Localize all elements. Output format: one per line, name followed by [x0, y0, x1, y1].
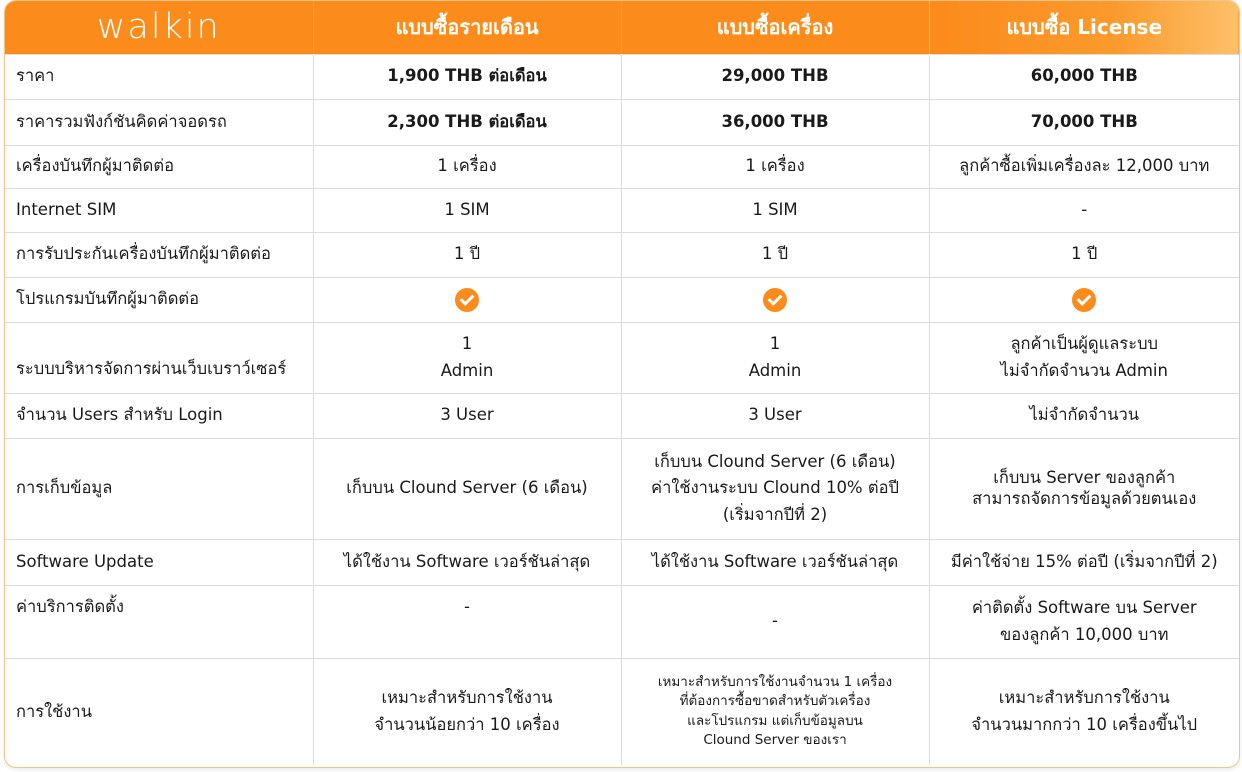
cell-value: [621, 658, 929, 765]
cell-value: 1 ปี: [313, 232, 621, 277]
cell-value: [313, 322, 621, 393]
row-install: [5, 585, 1239, 658]
cell-value: 1 ปี: [621, 232, 929, 277]
row-label: การรับประกันเครื่องบันทึกผู้มาติดต่อ: [5, 232, 313, 277]
row-label: การใช้งาน: [5, 658, 313, 765]
cell-value: -: [313, 585, 621, 658]
cell-line: สามารถจัดการข้อมูลด้วยตนเอง: [972, 488, 1197, 508]
row-label: Internet SIM: [5, 188, 313, 232]
walkin-logo: walkin: [96, 7, 221, 48]
cell-line: Clound Server ของเรา: [703, 732, 847, 749]
cell-value: 1 เครื่อง: [313, 145, 621, 188]
cell-line: ไม่จำกัดจำนวน Admin: [1000, 360, 1168, 380]
cell-value: 1 SIM: [621, 188, 929, 232]
cell-line: (เริ่มจากปีที่ 2): [722, 504, 828, 524]
cell-line: ลูกค้าเป็นผู้ดูแลระบบ: [1010, 334, 1159, 354]
cell-value: 3 User: [621, 393, 929, 438]
cell-value: 36,000 THB: [621, 99, 929, 145]
plan-header-license: แบบซื้อ License: [929, 1, 1239, 54]
cell-check: [313, 277, 621, 322]
cell-line: ค่าติดตั้ง Software บน Server: [971, 598, 1197, 618]
row-storage: [5, 438, 1239, 539]
cell-value: -: [929, 188, 1239, 232]
header-row: [5, 1, 1239, 54]
cell-line: Admin: [748, 360, 802, 380]
cell-value: 2,300 THB ต่อเดือน: [313, 99, 621, 145]
row-label: จำนวน Users สำหรับ Login: [5, 393, 313, 438]
cell-line: Admin: [440, 360, 494, 380]
cell-line: เก็บบน Clound Server (6 เดือน): [654, 451, 896, 471]
cell-value: -: [621, 585, 929, 658]
cell-line: ของลูกค้า 10,000 บาท: [1000, 624, 1169, 644]
row-update: [5, 539, 1239, 585]
row-program: [5, 277, 1239, 322]
row-warranty: [5, 232, 1239, 277]
cell-value: 70,000 THB: [929, 99, 1239, 145]
cell-line: เหมาะสำหรับการใช้งาน: [998, 688, 1170, 708]
row-label: ราคา: [5, 54, 313, 99]
cell-value: 1 ปี: [929, 232, 1239, 277]
cell-value: ลูกค้าซื้อเพิ่มเครื่องละ 12,000 บาท: [929, 145, 1239, 188]
check-circle-icon: [763, 288, 787, 312]
row-label: โปรแกรมบันทึกผู้มาติดต่อ: [5, 277, 313, 322]
cell-value: ได้ใช้งาน Software เวอร์ชันล่าสุด: [621, 539, 929, 585]
row-label: การเก็บข้อมูล: [5, 438, 313, 539]
plan-header-device: แบบซื้อเครื่อง: [621, 1, 929, 54]
cell-value: [929, 658, 1239, 765]
cell-value: 29,000 THB: [621, 54, 929, 99]
cell-line: 1: [769, 334, 781, 354]
row-usage: [5, 658, 1239, 765]
row-label: ค่าบริการติดตั้ง: [5, 585, 313, 658]
row-price-parking: [5, 99, 1239, 145]
cell-line: และโปรแกรม แต่เก็บข้อมูลบน: [687, 712, 863, 729]
cell-value: ได้ใช้งาน Software เวอร์ชันล่าสุด: [313, 539, 621, 585]
cell-line: จำนวนมากกว่า 10 เครื่องขึ้นไป: [971, 714, 1198, 734]
cell-check: [929, 277, 1239, 322]
cell-value: [621, 322, 929, 393]
cell-value: 60,000 THB: [929, 54, 1239, 99]
cell-value: 1,900 THB ต่อเดือน: [313, 54, 621, 99]
cell-value: [929, 438, 1239, 539]
cell-check: [621, 277, 929, 322]
row-admin: [5, 322, 1239, 393]
cell-value: [929, 322, 1239, 393]
cell-value: 1 SIM: [313, 188, 621, 232]
row-label: เครื่องบันทึกผู้มาติดต่อ: [5, 145, 313, 188]
check-circle-icon: [1072, 288, 1096, 312]
cell-value: [929, 585, 1239, 658]
plan-comparison-table: [5, 1, 1239, 765]
comparison-table-container: [4, 0, 1240, 768]
cell-line: 1: [461, 334, 473, 354]
row-price: [5, 54, 1239, 99]
cell-line: ค่าใช้งานระบบ Clound 10% ต่อปี: [651, 478, 899, 498]
row-users: [5, 393, 1239, 438]
row-label: Software Update: [5, 539, 313, 585]
cell-line: เก็บบน Server ของลูกค้า: [993, 467, 1176, 487]
cell-value: [313, 658, 621, 765]
cell-value: มีค่าใช้จ่าย 15% ต่อปี (เริ่มจากปีที่ 2): [929, 539, 1239, 585]
check-circle-icon: [455, 288, 479, 312]
cell-line: เหมาะสำหรับการใช้งาน: [381, 688, 553, 708]
row-sim: [5, 188, 1239, 232]
cell-line: จำนวนน้อยกว่า 10 เครื่อง: [374, 714, 560, 734]
row-device: [5, 145, 1239, 188]
row-label: ระบบบริหารจัดการผ่านเว็บเบราว์เซอร์: [5, 322, 313, 393]
cell-line: เหมาะสำหรับการใช้งานจำนวน 1 เครื่อง: [657, 673, 893, 690]
cell-value: 3 User: [313, 393, 621, 438]
cell-value: [621, 438, 929, 539]
cell-value: เก็บบน Clound Server (6 เดือน): [313, 438, 621, 539]
cell-value: ไม่จำกัดจำนวน: [929, 393, 1239, 438]
plan-header-monthly: แบบซื้อรายเดือน: [313, 1, 621, 54]
logo-cell: [5, 1, 313, 54]
cell-line: ที่ต้องการซื้อขาดสำหรับตัวเครื่อง: [679, 693, 871, 710]
row-label: ราคารวมฟังก์ชันคิดค่าจอดรถ: [5, 99, 313, 145]
cell-value: 1 เครื่อง: [621, 145, 929, 188]
